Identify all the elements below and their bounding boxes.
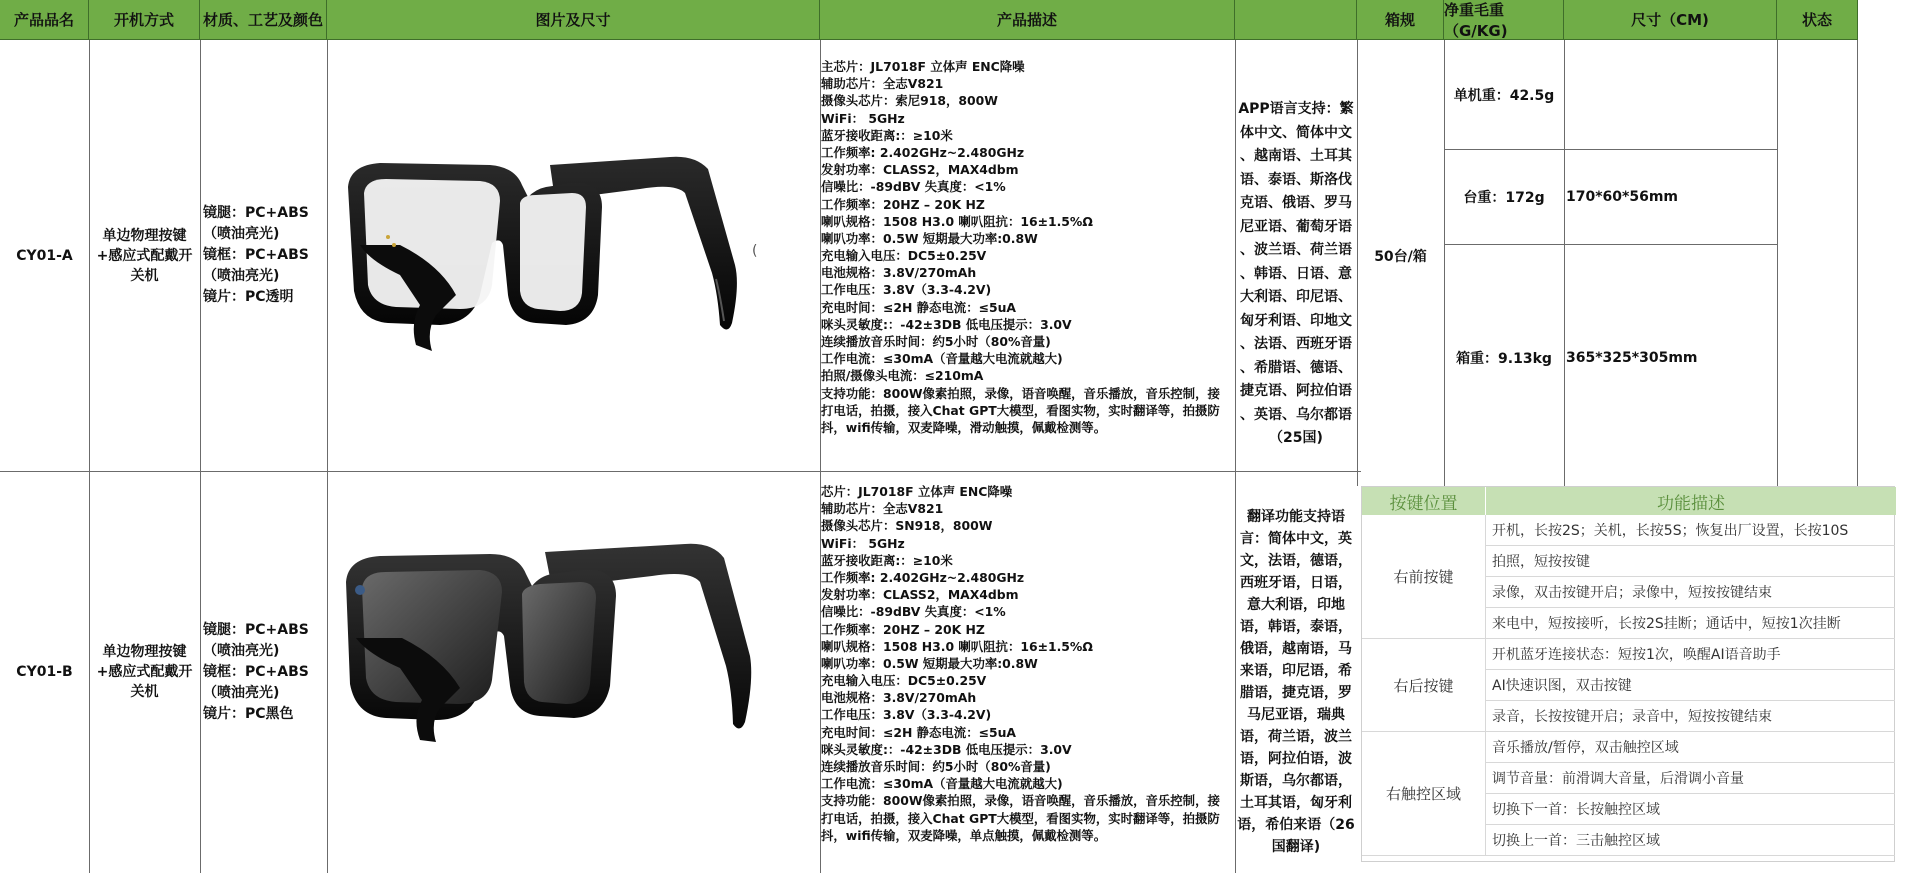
function-row: 拍照，短按按键 — [1485, 546, 1895, 577]
key-function-table — [1361, 486, 1895, 862]
weight-carton: 箱重：9.13kg — [1456, 350, 1552, 367]
materials-a: 镜腿：PC+ABS （喷油亮光) 镜框：PC+ABS （喷油亮光) 镜片：PC透明 — [203, 205, 309, 305]
languages-b: 翻译功能支持语 言：简体中文，英 文，法语，德语， 西班牙语，日语， 意大利语，印地 语，韩语，泰语， 俄语，越南语，马 来语，印尼语，希 腊语，捷克语，罗 马尼亚语，瑞典 语，荷兰语，波兰 语，阿拉伯语，波 斯语，乌尔都语， 土耳其语，匈牙利 语，希伯来语（26 国翻译) — [1237, 509, 1355, 855]
header-box-spec: 箱规 — [1357, 0, 1444, 40]
weight-unit: 单机重：42.5g — [1453, 87, 1555, 104]
product-name-a: CY01-A — [16, 247, 73, 264]
function-row: 来电中，短按接听，长按2S挂断；通话中，短按1次挂断 — [1485, 608, 1895, 639]
header-blank — [1235, 0, 1357, 40]
function-row: 音乐播放/暂停，双击触控区域 — [1485, 732, 1895, 763]
function-row: 调节音量：前滑调大音量，后滑调小音量 — [1485, 763, 1895, 794]
power-mode-b: 单边物理按键+感应式配戴开关机 — [96, 644, 193, 700]
header-power-mode: 开机方式 — [89, 0, 200, 40]
function-row: 开机蓝牙连接状态：短按1次，唤醒AI语音助手 — [1485, 639, 1895, 670]
header-dimensions: 尺寸（CM) — [1564, 0, 1777, 40]
key-group-right-front: 右前按键 — [1362, 515, 1485, 639]
description-b: 芯片：JL7018F 立体声 ENC降噪 辅助芯片：全志V821 摄像头芯片：SN918，800W WiFi： 5GHz 蓝牙接收距离:：≥10米 工作频率: 2.402GHz~2.480GHz 发射功率：CLASS2，MAX4dbm 信噪比：-89dBV 失真度：<1% 工作频率：20HZ – 20K HZ 喇叭规格：1508 H3.0 喇叭阻抗：16±1.5%Ω 喇叭功率：0.5W 短期最大功率:0.8W 充电输入电压：DC5±0.25V 电池规格：3.8V/270mAh 工作电压：3.8V（3.3-4.2V) 充电时间：≤2H 静态电流：≤5uA 咪头灵敏度:：-42±3DB 低电压提示：3.0V 连续播放音乐时间：约5小时（80%音量) 工作电流：≤30mA（音量越大电流就越大) 支持功能：800W像素拍照，录像，语音唤醒，音乐播放，音乐控制，接 打电话，拍摄，接入Chat GPT大模型，看图实物，实时翻译等，拍摄防 抖，wifi传输，双麦降噪，单点触摸，佩戴检测等。 — [821, 484, 1220, 843]
key-group-right-rear: 右后按键 — [1362, 639, 1485, 732]
image-glyph: ( — [752, 243, 758, 259]
size-carton: 365*325*305mm — [1566, 349, 1698, 366]
weight-retail: 台重：172g — [1463, 189, 1545, 206]
materials-b: 镜腿：PC+ABS （喷油亮光) 镜框：PC+ABS （喷油亮光) 镜片：PC黑色 — [203, 622, 309, 722]
header-materials: 材质、工艺及颜色 — [200, 0, 327, 40]
power-mode-a: 单边物理按键+感应式配戴开关机 — [96, 227, 193, 284]
header-status: 状态 — [1777, 0, 1858, 40]
function-row: 开机，长按2S；关机，长按5S；恢复出厂设置，长按10S — [1485, 515, 1895, 546]
description-a: 主芯片：JL7018F 立体声 ENC降噪 辅助芯片：全志V821 摄像头芯片：索尼918，800W WiFi： 5GHz 蓝牙接收距离:：≥10米 工作频率: 2.402GHz~2.480GHz 发射功率：CLASS2，MAX4dbm 信噪比：-89dBV 失真度：<1% 工作频率：20HZ – 20K HZ 喇叭规格：1508 H3.0 喇叭阻抗：16±1.5%Ω 喇叭功率：0.5W 短期最大功率:0.8W 充电输入电压：DC5±0.25V 电池规格：3.8V/270mAh 工作电压：3.8V（3.3-4.2V) 充电时间：≤2H 静态电流：≤5uA 咪头灵敏度:：-42±3DB 低电压提示：3.0V 连续播放音乐时间：约5小时（80%音量) 工作电流：≤30mA（音量越大电流就越大) 拍照/摄像头电流：≤210mA 支持功能：800W像素拍照，录像，语音唤醒，音乐播放，音乐控制，接 打电话，拍摄，接入Chat GPT大模型，看图实物，实时翻译等，拍摄防 抖，wifi传输，双麦降噪，滑动触摸，佩戴检测等。 — [821, 59, 1220, 435]
box-spec-a: 50台/箱 — [1374, 248, 1427, 265]
function-row: AI快速识图，双击按键 — [1485, 670, 1895, 701]
size-retail: 170*60*56mm — [1566, 188, 1679, 205]
function-row: 切换下一首：长按触控区域 — [1485, 794, 1895, 825]
function-row: 录像，双击按键开启；录像中，短按按键结束 — [1485, 577, 1895, 608]
glasses-image-clear — [340, 145, 740, 355]
header-image-size: 图片及尺寸 — [327, 0, 820, 40]
header-description: 产品描述 — [820, 0, 1235, 40]
size-unit — [1566, 40, 1776, 149]
function-row: 录音，长按按键开启；录音中，短按按键结束 — [1485, 701, 1895, 732]
header-product-name: 产品品名 — [0, 0, 89, 40]
key-group-right-touch: 右触控区域 — [1362, 732, 1485, 856]
function-row: 切换上一首：三击触控区域 — [1485, 825, 1895, 856]
glasses-image-dark — [340, 530, 760, 745]
languages-a: APP语言支持：繁 体中文、简体中文 、越南语、土耳其 语、泰语、斯洛伐 克语、俄语、罗马 尼亚语、葡萄牙语 、波兰语、荷兰语 、韩语、日语、意 大利语、印尼语、 匈牙利语、印地文 、法语、西班牙语 、希腊语、德语、 捷克语、阿拉伯语 、英语、乌尔都语 （25国) — [1238, 101, 1354, 446]
header-weight: 净重毛重（G/KG) — [1444, 0, 1564, 40]
key-position-header: 按键位置 — [1362, 487, 1485, 515]
function-desc-header: 功能描述 — [1485, 487, 1896, 515]
product-name-b: CY01-B — [16, 664, 73, 680]
